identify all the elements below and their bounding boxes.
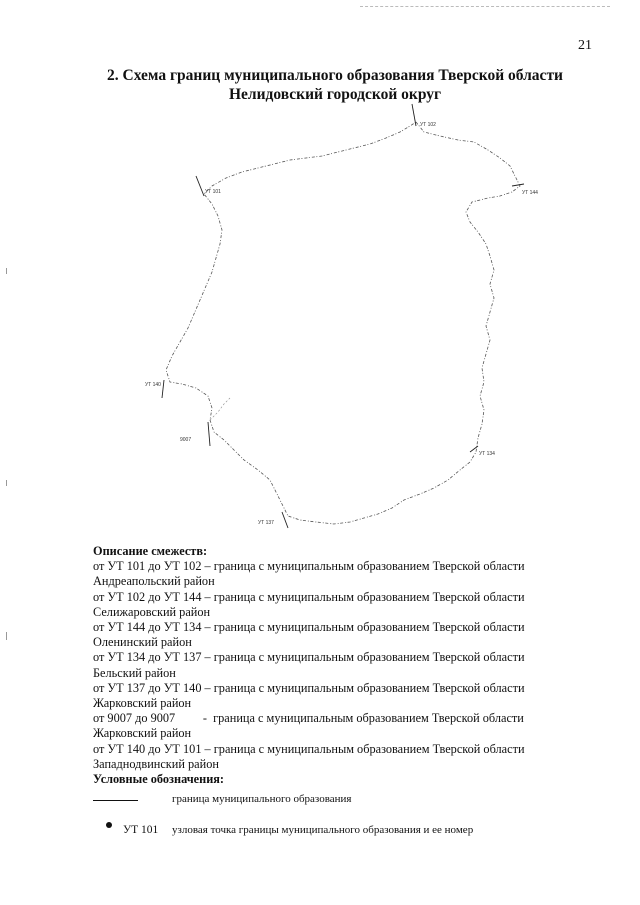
adjacency-description <box>93 544 593 787</box>
title-line-1: 2. Схема границ муниципального образования Тверской области <box>107 67 563 84</box>
legend-point-code: УТ 101 <box>123 824 159 836</box>
adjacency-district: Бельский район <box>93 665 176 680</box>
adjacency-district: Селижаровский район <box>93 604 211 619</box>
label-ut101: УТ 101 <box>205 189 221 195</box>
label-ut137: УТ 137 <box>258 520 274 526</box>
adjacency-item <box>93 620 593 650</box>
label-ut144: УТ 144 <box>522 190 538 196</box>
scan-edge-mark <box>6 632 7 640</box>
arrow-ut140 <box>162 380 164 398</box>
adjacency-line: от УТ 140 до УТ 101 – граница с муниципальным образованием Тверской области <box>93 741 525 756</box>
adjacency-line: от УТ 134 до УТ 137 – граница с муниципальным образованием Тверской области <box>93 650 525 665</box>
adjacency-item <box>93 590 593 620</box>
adjacency-item <box>93 711 593 741</box>
adjacency-line: от УТ 102 до УТ 144 – граница с муниципальным образованием Тверской области <box>93 589 525 604</box>
adjacency-district: Жарковский район <box>93 726 192 741</box>
legend-point-dot-icon <box>106 822 112 828</box>
description-heading: Описание смежеств: <box>93 544 208 558</box>
municipal-boundary <box>166 122 520 524</box>
arrow-ut144 <box>512 184 524 186</box>
title-line-2: Нелидовский городской округ <box>228 86 442 103</box>
adjacency-district: Андреапольский район <box>93 574 215 589</box>
arrow-ut101 <box>196 176 204 196</box>
legend-boundary-line-text: граница муниципального образования <box>172 793 352 805</box>
arrow-ut102 <box>412 104 416 126</box>
page-number: 21 <box>578 38 592 53</box>
adjacency-item <box>93 650 593 680</box>
adjacency-line: от УТ 101 до УТ 102 – граница с муниципальным образованием Тверской области <box>93 559 525 574</box>
adjacency-district: Западнодвинский район <box>93 756 219 771</box>
legend-point-text: узловая точка границы муниципального образования и ее номер <box>172 824 474 836</box>
adjacency-line: от УТ 137 до УТ 140 – граница с муниципальным образованием Тверской области <box>93 680 525 695</box>
legend-heading: Условные обозначения: <box>93 772 225 787</box>
label-ut102: УТ 102 <box>420 122 436 128</box>
adjacency-item <box>93 681 593 711</box>
adjacency-line: от 9007 до 9007 - граница с муниципальным образованием Тверской области <box>93 711 524 726</box>
label-9007: 9007 <box>180 437 192 443</box>
adjacency-line: от УТ 144 до УТ 134 – граница с муниципальным образованием Тверской области <box>93 620 525 635</box>
inner-boundary-detail <box>210 398 230 420</box>
adjacency-district: Жарковский район <box>93 696 192 711</box>
adjacency-item <box>93 742 593 772</box>
adjacency-district: Оленинский район <box>93 635 192 650</box>
legend-boundary-line-symbol <box>93 800 138 801</box>
label-ut134: УТ 134 <box>479 451 495 457</box>
label-ut140: УТ 140 <box>145 382 161 388</box>
adjacency-item <box>93 559 593 589</box>
arrow-9007 <box>208 422 210 446</box>
